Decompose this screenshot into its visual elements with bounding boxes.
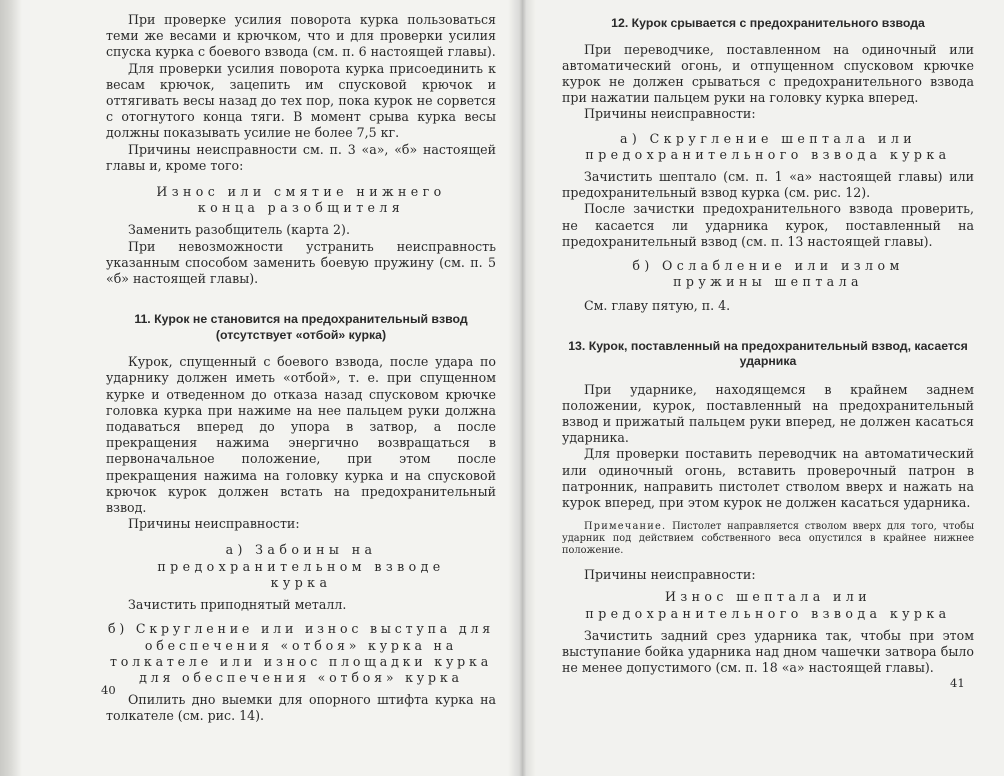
page-edge-shadow xyxy=(0,0,22,776)
paragraph: Курок, спущенный с боевого взвода, после удара по ударнику должен иметь «отбой», т. е. при спущенном курке и отведенном до отказа назад спусковом крючке головка курка при нажиме на нее пальцем руки должна подаваться вперед до упора в затвор, а после прекращения нажима энергично возвращаться в первоначальное положение, при этом после прекращения нажима на головку курка и на спусковой крючок курок должен встать на предохранительный взвод. xyxy=(106,354,496,516)
book-gutter-shadow xyxy=(508,0,536,776)
paragraph: Причины неисправности см. п. 3 «а», «б» настоящей главы и, кроме того: xyxy=(106,141,496,173)
cause-heading: Износ или смятие нижнего конца разобщителя xyxy=(156,184,446,216)
section-title: 11. Курок не становится на предохранительный взвод (отсутствует «отбой» курка) xyxy=(134,312,468,342)
paragraph: При проверке усилия поворота курка пользоваться теми же весами и крючком, что и для проверки усилия спуска курка с боевого взвода (см. п. 6 настоящей главы). xyxy=(106,12,496,60)
note-label: Примечание. xyxy=(584,521,667,533)
note xyxy=(562,521,974,557)
page-number: 40 xyxy=(101,683,116,697)
cause-heading: а) Забоины на предохранительном взводе курка xyxy=(157,542,445,590)
paragraph: Причины неисправности: xyxy=(128,516,300,532)
paragraph: См. главу пятую, п. 4. xyxy=(584,298,731,314)
cause-heading: а) Скругление шептала или предохранительного взвода курка xyxy=(585,130,951,162)
paragraph: Причины неисправности: xyxy=(584,106,756,122)
cause-heading: б) Скругление или износ выступа для обеспечения «отбоя» курка на толкателе или износ площадки курка для обеспечения «отбоя» курка xyxy=(107,621,494,685)
paragraph: При переводчике, поставленном на одиночный или автоматический огонь, и отпущенном спусковом крючке курок не должен срываться с предохранительного взвода при нажатии пальцем руки на головку курка вперед. xyxy=(562,41,974,106)
cause-heading: б) Ослабление или излом пружины шептала xyxy=(632,257,904,290)
note-text: Пистолет направляется стволом вверх для того, чтобы ударник под действием собственного веса опустился в крайнее нижнее положение. xyxy=(562,521,974,557)
paragraph: Зачистить задний срез ударника так, чтобы при этом выступание бойка ударника над дном чашечки затвора было не менее допустимого (см. п. 18 «а» настоящей главы). xyxy=(562,627,974,676)
paragraph: Опилить дно выемки для опорного штифта курка на толкателе (см. рис. 14). xyxy=(106,692,496,724)
paragraph: Заменить разобщитель (карта 2). xyxy=(128,222,350,238)
section-title: 12. Курок срывается с предохранительного взвода xyxy=(611,16,925,30)
paragraph: После зачистки предохранительного взвода проверить, не касается ли ударника курок, поставленный на предохранительный взвод (см. п. 13 настоящей главы). xyxy=(562,201,974,249)
paragraph: Зачистить приподнятый металл. xyxy=(128,597,347,613)
paragraph: Для проверки поставить переводчик на автоматический или одиночный огонь, вставить проверочный патрон в патронник, направить пистолет стволом вверх и нажать на курок вперед, при этом курок не должен касаться ударника. xyxy=(562,446,974,510)
paragraph: Для проверки усилия поворота курка присоединить к весам крючок, зацепить им спусковой крючок и оттягивать весы назад до тех пор, пока курок не сорвется с отогнутого конца тяги. В момент срыва курка весы должны показывать усилие не более 7,5 кг. xyxy=(106,60,496,141)
cause-heading: Износ шептала или предохранительного взвода курка xyxy=(585,589,951,621)
paragraph: Причины неисправности: xyxy=(584,567,756,583)
section-title: 13. Курок, поставленный на предохранительный взвод, касается ударника xyxy=(568,338,968,369)
paragraph: При ударнике, находящемся в крайнем заднем положении, курок, поставленный на предохранительный взвод и прижатый пальцем руки вперед, не должен касаться ударника. xyxy=(562,381,974,446)
right-page-text xyxy=(562,16,974,676)
right-page xyxy=(522,0,1004,776)
paragraph: При невозможности устранить неисправность указанным способом заменить боевую пружину (см. п. 5 «б» настоящей главы). xyxy=(106,238,496,287)
paragraph: Зачистить шептало (см. п. 1 «а» настоящей главы) или предохранительный взвод курка (см. рис. 12). xyxy=(562,168,974,201)
left-page-text xyxy=(106,12,496,725)
page-number: 41 xyxy=(950,676,965,690)
